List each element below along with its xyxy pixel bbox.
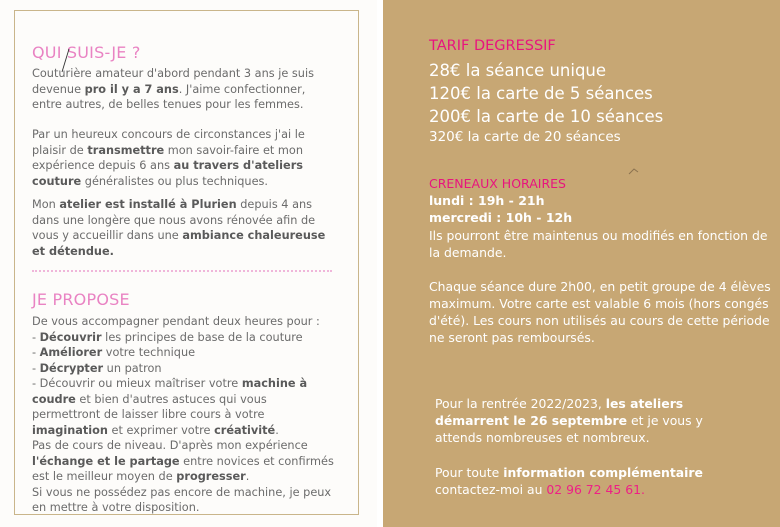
text-run: un patron - Découvrir ou mieux maîtriser votre — [32, 361, 239, 390]
text-run: Pour toute — [435, 465, 504, 480]
tarif-line-3: 200€ la carte de 10 séances — [429, 107, 664, 126]
text-run: l'échange et le partage — [32, 454, 180, 468]
text-run: imagination — [32, 423, 108, 437]
text-run: généralistes ou plus techniques. — [81, 174, 269, 188]
text-run: Mon — [32, 198, 60, 211]
right-panel — [383, 0, 780, 527]
tarif-line-1: 28€ la séance unique — [429, 61, 607, 80]
heading-creneaux: CRENEAUX HORAIRES — [429, 176, 566, 191]
text-run: et exprimer votre — [107, 423, 215, 437]
creneau-mercredi: mercredi : 10h - 12h — [429, 210, 573, 225]
heading-je-propose: JE PROPOSE — [32, 290, 130, 309]
text-run: au travers d'ateliers couture — [32, 159, 303, 188]
tarif-line-4: 320€ la carte de 20 séances — [429, 129, 621, 145]
paragraph-transmettre — [32, 127, 332, 189]
text-run: . Pas de cours de niveau. D'après mon expérience — [32, 423, 308, 452]
text-run: les principes de base de la couture - — [32, 330, 303, 359]
paragraph-intro — [32, 66, 332, 113]
heading-qui-suis-je: QUI SUIS-JE ? — [32, 43, 141, 62]
text-run: Améliorer — [39, 346, 103, 359]
text-run: depuis 4 ans dans une longère que nous avons rénovée afin de vous y accueillir dans une — [32, 198, 316, 242]
text-run: information complémentaire — [503, 465, 703, 480]
paragraph-rentree — [435, 395, 735, 446]
text-run: Par un heureux concours de circonstances j'ai le plaisir de — [32, 128, 305, 157]
text-run: progresser — [176, 470, 246, 483]
heading-tarif: TARIF DEGRESSIF — [429, 38, 556, 54]
paragraph-je-propose — [32, 314, 338, 516]
paragraph-contact — [435, 464, 735, 498]
text-run: Découvrir — [39, 330, 102, 344]
text-run: pro il y a 7 ans — [84, 82, 179, 96]
text-run: ambiance chaleureuse et détendue. — [32, 229, 326, 258]
text-run: mon savoir-faire et mon expérience depuis 6 ans — [32, 143, 303, 172]
text-run: votre technique - — [32, 346, 196, 375]
text-run: Couturière amateur d'abord pendant 3 ans je suis devenue — [32, 67, 314, 96]
text-run: créativité — [214, 423, 276, 437]
text-run: . Si vous ne possédez pas encore de machine, je peux en mettre à votre disposition. — [32, 470, 332, 514]
text-run: et bien d'autres astuces qui vous permettront de laisser libre cours à votre — [32, 392, 267, 421]
text-run: Décrypter — [39, 361, 104, 375]
paragraph-seance: Chaque séance dure 2h00, en petit groupe de 4 élèves maximum. Votre carte est valable 6 mois (hors congés d'été). Les cours non utilisés au cours de cette période ne seront pas remboursés. — [429, 279, 771, 345]
dotted-divider — [32, 270, 332, 272]
text-run: et je vous y attends nombreuses et nombreux. — [435, 413, 703, 445]
text-run: 02 96 72 45 61. — [546, 482, 645, 497]
paper-speck-icon — [628, 166, 640, 176]
creneau-lundi: lundi : 19h - 21h — [429, 193, 545, 208]
left-panel — [0, 0, 378, 527]
text-run: entre novices et confirmés est le meilleur moyen de — [32, 454, 334, 483]
text-run: transmettre — [87, 143, 165, 157]
tarif-line-2: 120€ la carte de 5 séances — [429, 84, 653, 103]
text-run: les ateliers démarrent le 26 septembre — [435, 396, 684, 428]
text-run: contactez-moi au — [435, 482, 547, 497]
creneau-note: Ils pourront être maintenus ou modifiés en fonction de la demande. — [429, 228, 768, 260]
text-run: . J'aime confectionner, entre autres, de belles tenues pour les femmes. — [32, 82, 306, 111]
text-run: machine à coudre — [32, 377, 308, 406]
text-run: De vous accompagner pendant deux heures pour : - — [32, 315, 320, 344]
text-run: atelier est installé à Plurien — [59, 198, 237, 211]
paragraph-atelier — [32, 197, 332, 259]
text-run: Pour la rentrée 2022/2023, — [435, 396, 606, 411]
